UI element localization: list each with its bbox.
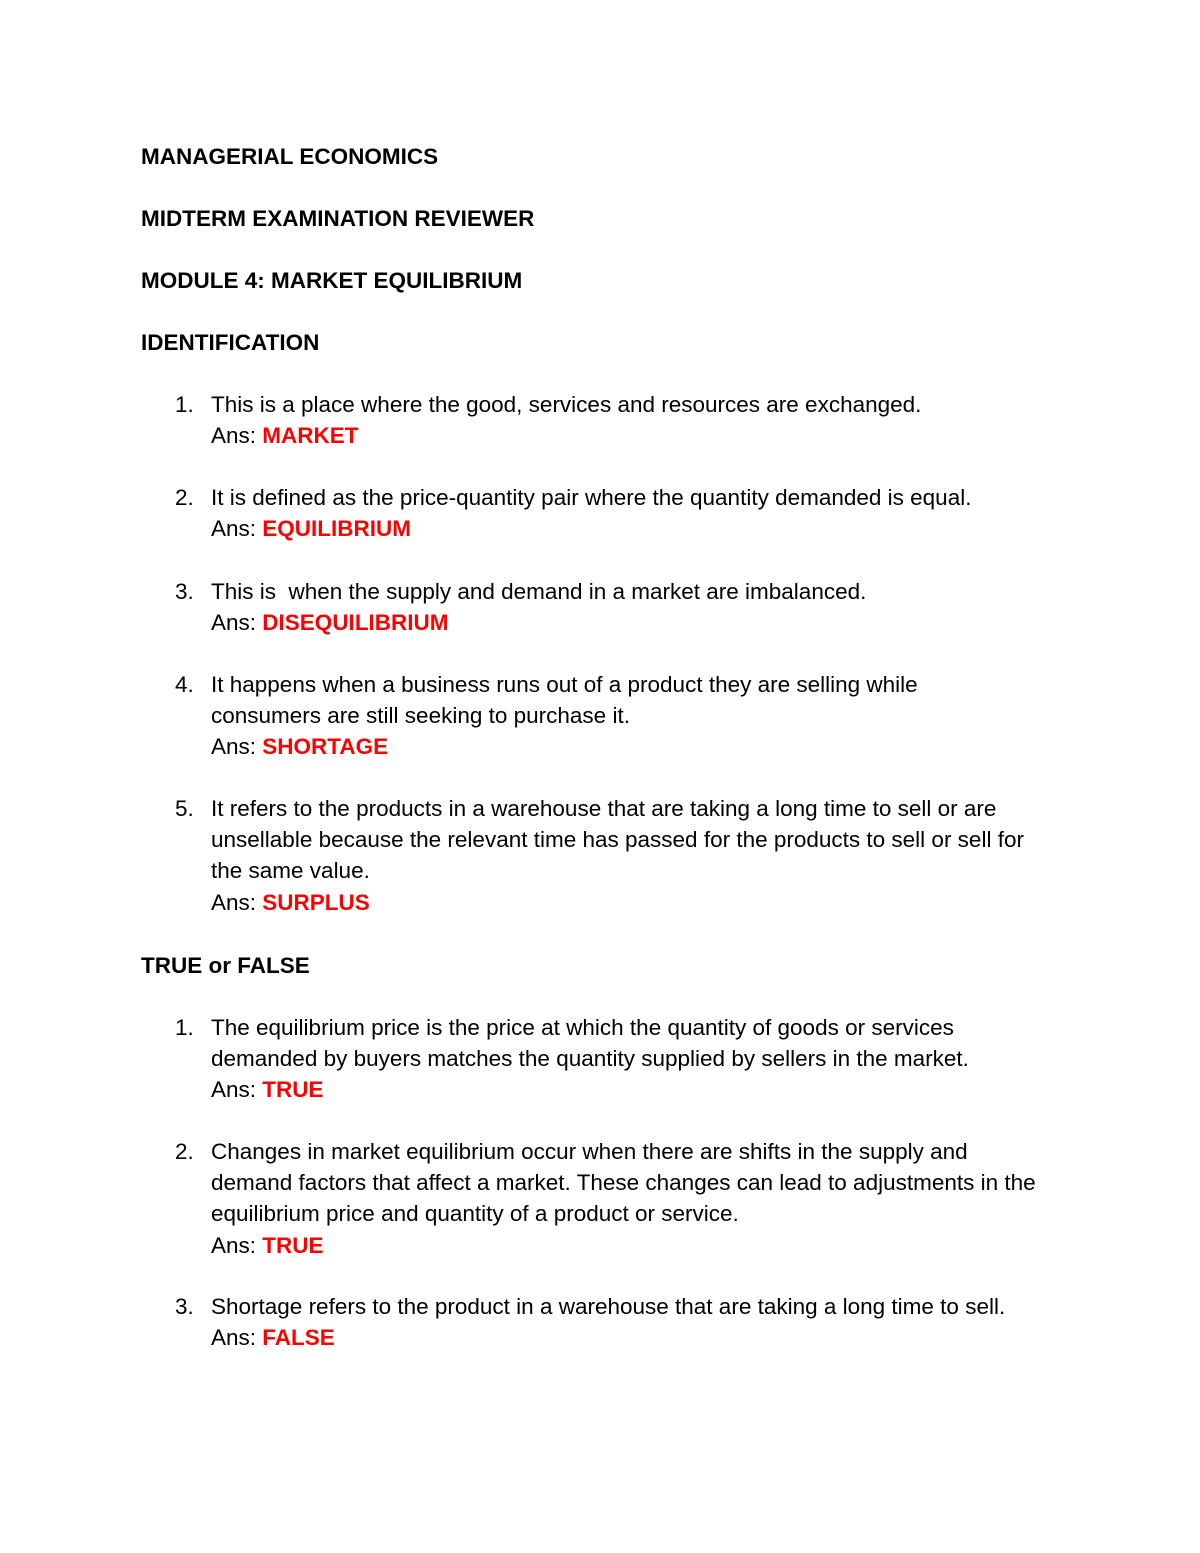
answer-value: TRUE (262, 1077, 324, 1103)
list-item (141, 1012, 1071, 1106)
identification-heading: IDENTIFICATION (141, 330, 320, 355)
answer-value: SHORTAGE (262, 734, 389, 760)
answer-value: MARKET (262, 423, 359, 449)
list-item (141, 669, 1071, 763)
answer-prefix: Ans: (211, 889, 257, 915)
answer-prefix: Ans: (211, 423, 257, 449)
item-number: 2. (175, 1139, 194, 1164)
true-false-heading: TRUE or FALSE (141, 953, 310, 978)
module-title: MODULE 4: MARKET EQUILIBRIUM (141, 268, 523, 293)
item-question: This is when the supply and demand in a market are imbalanced. (211, 579, 867, 604)
answer-line (211, 513, 1071, 544)
answer-prefix: Ans: (211, 516, 257, 542)
item-question: The equilibrium price is the price at which the quantity of goods or services demanded by buyers matches the quantity supplied by sellers in the market. (211, 1015, 969, 1072)
answer-prefix: Ans: (211, 1232, 257, 1258)
answer-line (211, 1074, 1011, 1105)
item-question: It refers to the products in a warehouse that are taking a long time to sell or are unsellable because the relevant time has passed for the products to sell or sell for the same value. (211, 796, 1024, 884)
answer-line (211, 1230, 1051, 1261)
item-question: Shortage refers to the product in a warehouse that are taking a long time to sell. (211, 1294, 1006, 1319)
item-question: This is a place where the good, services and resources are exchanged. (211, 392, 922, 417)
list-item (141, 576, 1071, 638)
answer-value: FALSE (262, 1325, 335, 1351)
item-number: 3. (175, 579, 194, 604)
answer-line (211, 607, 1071, 638)
item-number: 5. (175, 796, 194, 821)
answer-value: EQUILIBRIUM (262, 516, 412, 542)
answer-line (211, 1322, 1071, 1353)
item-number: 1. (175, 392, 194, 417)
list-item (141, 1291, 1071, 1353)
answer-line (211, 731, 971, 762)
answer-prefix: Ans: (211, 1077, 257, 1103)
answer-prefix: Ans: (211, 734, 257, 760)
answer-value: TRUE (262, 1232, 324, 1258)
answer-value: DISEQUILIBRIUM (262, 610, 449, 636)
item-question: It happens when a business runs out of a product they are selling while consumers are still seeking to purchase it. (211, 672, 918, 729)
document-title: MANAGERIAL ECONOMICS (141, 144, 439, 169)
list-item (141, 482, 1071, 544)
list-item (141, 1136, 1071, 1261)
answer-value: SURPLUS (262, 889, 370, 915)
document-subtitle: MIDTERM EXAMINATION REVIEWER (141, 206, 535, 231)
item-question: It is defined as the price-quantity pair where the quantity demanded is equal. (211, 485, 972, 510)
list-item (141, 793, 1071, 918)
answer-prefix: Ans: (211, 610, 257, 636)
item-question: Changes in market equilibrium occur when there are shifts in the supply and demand factors that affect a market. These changes can lead to adjustments in the equilibrium price and quantity of a product or service. (211, 1139, 1036, 1227)
answer-line (211, 420, 1071, 451)
answer-prefix: Ans: (211, 1325, 257, 1351)
list-item (141, 389, 1071, 451)
item-number: 4. (175, 672, 194, 697)
item-number: 2. (175, 485, 194, 510)
item-number: 3. (175, 1294, 194, 1319)
answer-line (211, 887, 1051, 918)
item-number: 1. (175, 1015, 194, 1040)
